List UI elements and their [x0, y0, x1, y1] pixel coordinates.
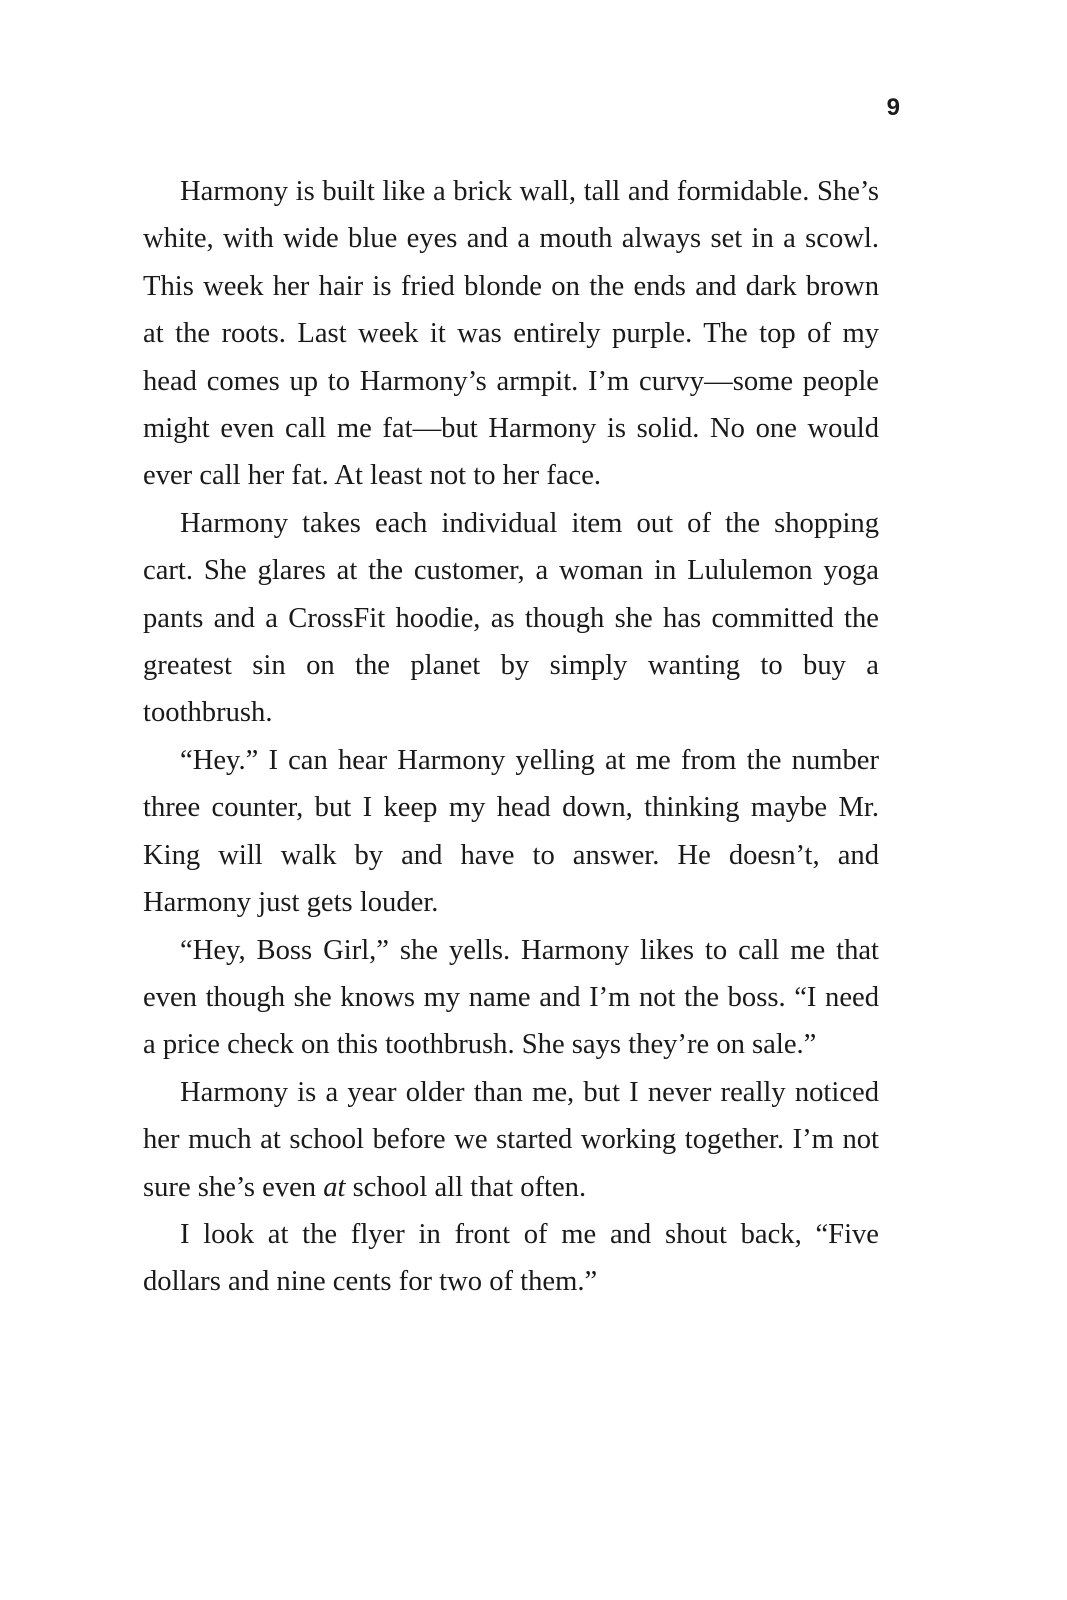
paragraph-5-emphasis: at: [323, 1171, 346, 1203]
paragraph-5-text-before: Harmony is a year older than me, but I never really noticed her much at school before we started working together. I’m not sure she’s even: [143, 1076, 879, 1203]
paragraph-6: I look at the flyer in front of me and shout back, “Five dollars and nine cents for two of them.”: [143, 1218, 879, 1298]
paragraph-4: “Hey, Boss Girl,” she yells. Harmony likes to call me that even though she knows my name and I’m not the boss. “I need a price check on this toothbrush. She says they’re on sale.”: [143, 934, 879, 1061]
paragraph-3: “Hey.” I can hear Harmony yelling at me from the number three counter, but I keep my head down, thinking maybe Mr. King will walk by and have to answer. He doesn’t, and Harmony just gets louder.: [143, 744, 879, 919]
paragraph-5: [143, 1069, 879, 1211]
paragraph-1: Harmony is built like a brick wall, tall and formidable. She’s white, with wide blue eyes and a mouth always set in a scowl. This week her hair is fried blonde on the ends and dark brown at the roots. Last week it was entirely purple. The top of my head comes up to Harmony’s armpit. I’m curvy—some people might even call me fat—but Harmony is solid. No one would ever call her fat. At least not to her face.: [143, 176, 879, 492]
paragraph-5-text-after: school all that often.: [345, 1171, 587, 1203]
paragraph-2: Harmony takes each individual item out of the shopping cart. She glares at the customer, a woman in Lululemon yoga pants and a CrossFit hoodie, as though she has committed the greatest sin on the planet by simply wanting to buy a toothbrush.: [143, 507, 879, 729]
page-number: 9: [886, 94, 900, 121]
body-text: [143, 168, 879, 1306]
